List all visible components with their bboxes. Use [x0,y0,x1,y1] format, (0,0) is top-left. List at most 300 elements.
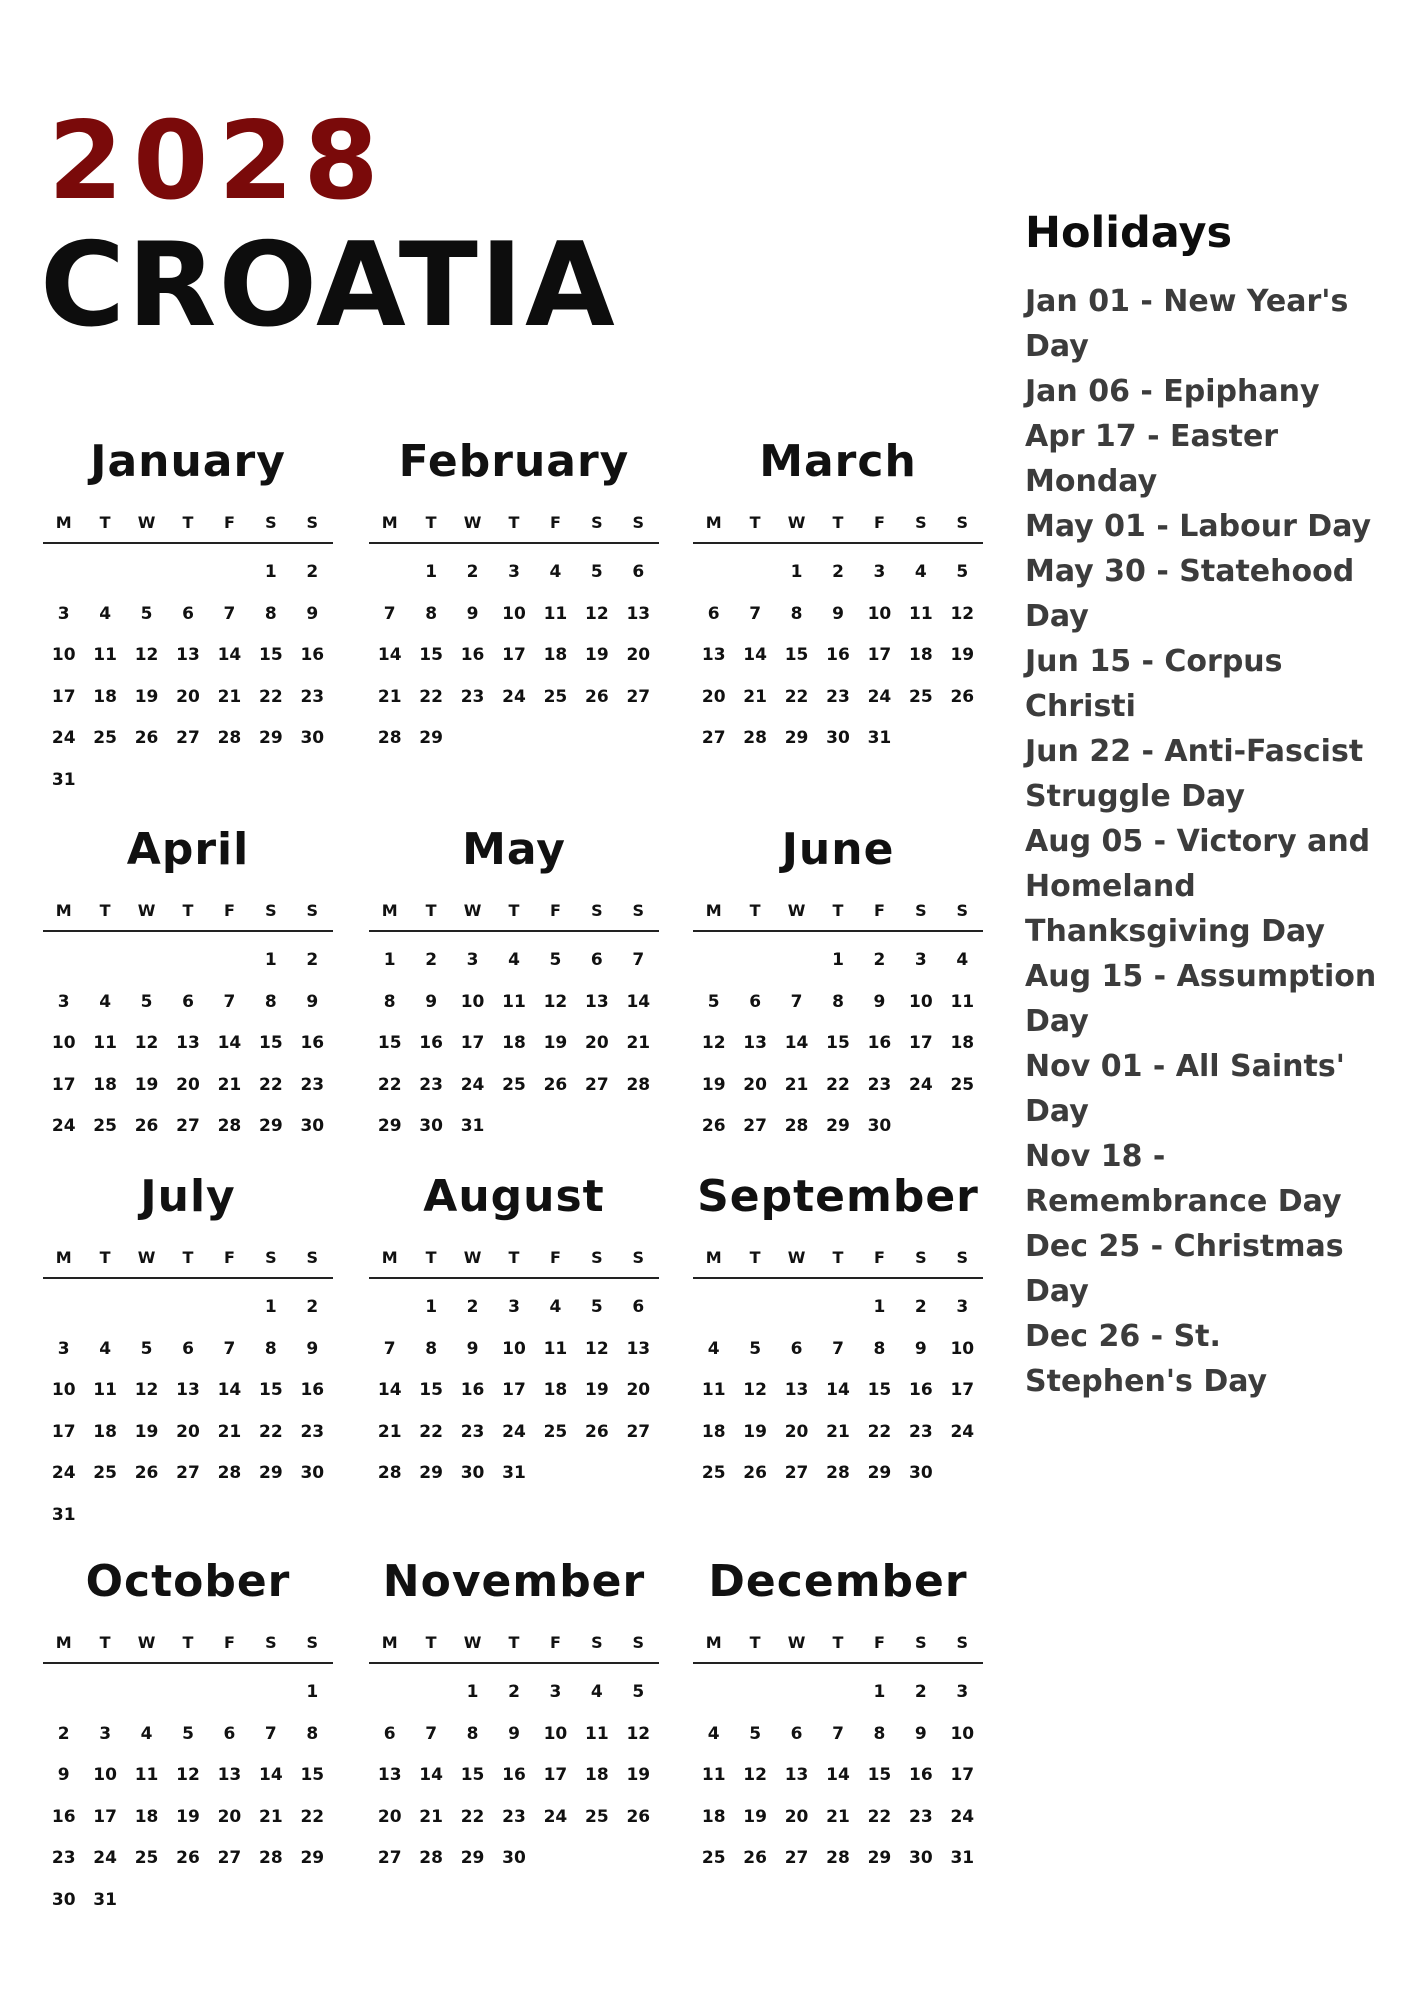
month-march [693,436,983,766]
weekday-label: M [705,901,722,920]
weekday-label: S [265,1248,277,1267]
empty-day-cell [734,558,775,600]
day-cell: 9 [306,603,319,624]
day-cell: 24 [460,1074,485,1095]
empty-day-cell [43,558,84,600]
day-cell: 14 [217,1380,242,1400]
day-cell: 15 [300,1765,325,1785]
day-cell: 16 [909,1765,933,1785]
day-cell: 17 [950,1765,975,1785]
day-cell: 11 [93,645,117,665]
day-cell: 4 [99,991,112,1012]
month-title: November [382,1556,646,1607]
day-cell: 18 [502,1033,526,1053]
day-cell: 5 [749,1338,762,1359]
month-april [43,824,333,1154]
empty-day-cell [126,1293,167,1335]
day-cell: 18 [701,1806,726,1827]
empty-day-cell [167,1293,208,1335]
day-cell: 4 [956,950,969,970]
day-cell: 22 [419,686,443,707]
day-cell: 21 [826,1421,850,1442]
weekday-label: S [306,1248,319,1267]
day-cell: 10 [93,1765,117,1785]
day-cell: 22 [259,686,283,707]
day-cell: 31 [460,1116,485,1136]
day-cell: 8 [425,603,438,624]
day-cell: 7 [223,603,236,624]
day-cell: 12 [743,1765,767,1785]
day-cell: 23 [909,1806,933,1827]
day-cell: 11 [909,603,933,624]
day-cell: 23 [419,1074,443,1095]
day-grid [693,946,983,1154]
day-cell: 30 [419,1116,443,1136]
day-cell: 28 [377,1463,402,1483]
day-cell: 7 [383,603,396,624]
day-cell: 1 [383,950,396,970]
weekday-label: S [306,1633,319,1652]
day-cell: 20 [176,1074,200,1095]
day-cell: 9 [832,603,844,624]
day-cell: 4 [707,1338,720,1359]
day-cell: 16 [909,1380,933,1400]
day-cell: 13 [626,603,651,624]
day-cell: 6 [749,991,762,1012]
day-cell: 29 [460,1848,485,1868]
day-cell: 2 [57,1723,70,1744]
day-cell: 18 [93,1421,117,1442]
day-cell: 3 [466,950,479,970]
day-cell: 29 [259,1463,283,1483]
day-cell: 19 [743,1421,767,1442]
day-cell: 29 [259,1116,283,1136]
empty-day-cell [209,1293,250,1335]
day-cell: 5 [182,1723,194,1744]
weekday-label: S [915,1248,927,1267]
weekday-label: T [749,901,761,920]
day-cell: 4 [508,950,520,970]
day-cell: 22 [377,1074,402,1095]
day-cell: 14 [743,645,767,665]
weekday-header [369,514,659,544]
empty-day-cell [369,1678,410,1720]
day-cell: 16 [300,1380,325,1400]
day-cell: 14 [626,991,651,1012]
day-cell: 19 [134,686,159,707]
day-cell: 17 [543,1765,568,1785]
day-cell: 22 [300,1806,325,1827]
day-cell: 31 [867,728,892,748]
weekday-label: T [425,1248,437,1267]
day-cell: 2 [873,950,886,970]
weekday-header [43,514,333,544]
weekday-label: T [832,513,844,532]
month-october [43,1556,333,1927]
day-cell: 27 [626,686,651,707]
day-cell: 24 [867,686,892,707]
empty-day-cell [250,1678,291,1720]
day-cell: 9 [873,991,886,1012]
day-cell: 15 [259,1380,283,1400]
day-cell: 9 [914,1723,927,1744]
day-cell: 26 [743,1848,767,1868]
weekday-label: M [705,1248,722,1267]
month-december [693,1556,983,1886]
day-cell: 11 [93,1380,117,1400]
month-title: January [90,436,286,487]
day-cell: 4 [549,1297,562,1317]
day-cell: 17 [502,1380,526,1400]
holiday-item: Dec 25 - Christmas Day [1025,1229,1344,1309]
day-cell: 10 [51,645,76,665]
day-cell: 24 [950,1421,975,1442]
day-cell: 25 [701,1848,726,1868]
day-cell: 20 [626,645,651,665]
day-cell: 8 [790,603,803,624]
month-title: August [423,1171,605,1222]
weekday-label: T [832,1633,844,1652]
day-cell: 31 [93,1889,117,1910]
weekday-header [369,902,659,932]
empty-day-cell [734,1678,775,1720]
weekday-header [369,1634,659,1664]
empty-day-cell [84,946,125,988]
day-cell: 16 [460,645,485,665]
day-cell: 12 [585,1338,609,1359]
day-cell: 15 [784,645,809,665]
day-cell: 19 [585,1380,609,1400]
day-cell: 9 [306,1338,319,1359]
day-cell: 2 [914,1297,927,1317]
day-cell: 8 [873,1338,886,1359]
day-grid [369,1293,659,1501]
weekday-label: T [182,901,194,920]
day-cell: 21 [259,1806,283,1827]
day-cell: 17 [950,1380,975,1400]
day-cell: 8 [466,1723,479,1744]
weekday-label: T [832,901,844,920]
day-cell: 21 [826,1806,850,1827]
empty-day-cell [126,946,167,988]
day-cell: 2 [914,1682,927,1702]
weekday-label: F [873,513,885,532]
weekday-label: F [549,513,561,532]
day-cell: 9 [466,1338,479,1359]
weekday-label: T [182,513,194,532]
empty-day-cell [817,1293,858,1335]
day-cell: 26 [950,686,975,707]
holiday-list [1025,279,1395,1404]
empty-day-cell [776,1293,817,1335]
empty-day-cell [84,1678,125,1720]
holidays-panel [1025,205,1395,1404]
day-cell: 13 [626,1338,651,1359]
empty-day-cell [734,1293,775,1335]
day-cell: 8 [264,603,277,624]
day-cell: 7 [223,1338,236,1359]
holiday-item: May 30 - Statehood Day [1025,554,1355,634]
day-cell: 29 [826,1116,850,1136]
day-cell: 18 [93,686,117,707]
day-cell: 1 [873,1297,886,1317]
empty-day-cell [209,946,250,988]
day-cell: 4 [99,603,112,624]
day-cell: 6 [707,603,720,624]
day-cell: 28 [743,728,767,748]
day-cell: 23 [300,1421,325,1442]
day-cell: 20 [743,1074,767,1095]
day-cell: 27 [377,1848,402,1868]
holiday-item: Apr 17 - Easter Monday [1025,419,1279,499]
day-cell: 20 [377,1806,402,1827]
day-cell: 9 [914,1338,927,1359]
day-cell: 20 [784,1421,809,1442]
day-cell: 13 [176,645,200,665]
day-cell: 16 [300,645,325,665]
day-cell: 6 [790,1338,803,1359]
day-cell: 27 [701,728,726,748]
day-cell: 18 [543,1380,568,1400]
day-cell: 3 [956,1682,969,1702]
day-cell: 12 [585,603,609,624]
weekday-label: W [787,513,806,532]
day-cell: 23 [460,686,485,707]
day-cell: 28 [419,1848,443,1868]
day-cell: 10 [460,991,485,1012]
weekday-label: F [549,1633,561,1652]
day-cell: 25 [585,1806,609,1827]
day-cell: 26 [585,686,609,707]
day-cell: 5 [632,1682,645,1702]
day-cell: 2 [306,562,319,582]
month-title: June [781,824,895,875]
day-cell: 26 [701,1116,726,1136]
day-cell: 26 [134,1463,159,1483]
day-cell: 20 [626,1380,651,1400]
empty-day-cell [167,946,208,988]
day-grid [693,1678,983,1886]
weekday-label: S [956,1633,969,1652]
day-cell: 9 [306,991,319,1012]
day-cell: 7 [264,1723,277,1744]
day-cell: 23 [867,1074,892,1095]
day-cell: 6 [182,991,194,1012]
day-cell: 24 [93,1848,117,1868]
day-cell: 15 [867,1765,892,1785]
day-cell: 13 [784,1765,809,1785]
weekday-label: W [137,1633,156,1652]
weekday-label: S [265,1633,277,1652]
day-cell: 28 [377,728,402,748]
day-cell: 16 [502,1765,526,1785]
day-cell: 1 [425,562,438,582]
holiday-item: Nov 01 - All Saints' Day [1025,1049,1345,1129]
day-cell: 22 [419,1421,443,1442]
empty-day-cell [369,558,410,600]
day-cell: 30 [51,1889,76,1910]
day-cell: 14 [377,645,402,665]
day-cell: 11 [701,1765,726,1785]
day-cell: 26 [543,1074,568,1095]
weekday-label: M [381,1633,398,1652]
day-cell: 2 [832,562,844,582]
weekday-label: M [381,513,398,532]
day-cell: 29 [419,728,443,748]
day-cell: 22 [867,1421,892,1442]
day-cell: 16 [867,1033,892,1053]
day-cell: 27 [784,1463,809,1483]
day-cell: 5 [956,562,969,582]
day-cell: 24 [909,1074,933,1095]
day-cell: 18 [134,1806,159,1827]
day-cell: 8 [264,991,277,1012]
weekday-label: S [591,901,603,920]
weekday-label: T [182,1248,194,1267]
holiday-item: May 01 - Labour Day [1025,509,1372,544]
day-cell: 29 [259,728,283,748]
day-grid [43,1678,333,1927]
day-cell: 31 [51,1504,76,1525]
day-cell: 6 [182,603,194,624]
empty-day-cell [776,1678,817,1720]
day-cell: 5 [140,991,153,1012]
day-cell: 10 [543,1723,568,1744]
weekday-label: M [55,1248,72,1267]
weekday-label: T [832,1248,844,1267]
calendar-year: 2028 [48,99,389,224]
day-cell: 17 [460,1033,485,1053]
country-title: CROATIA [40,218,617,353]
day-cell: 25 [502,1074,526,1095]
day-cell: 18 [701,1421,726,1442]
day-cell: 20 [176,686,200,707]
day-cell: 20 [701,686,726,707]
day-cell: 17 [51,686,76,707]
day-cell: 16 [826,645,850,665]
weekday-label: W [137,1248,156,1267]
day-cell: 11 [502,991,526,1012]
month-september [693,1171,983,1501]
day-cell: 14 [377,1380,402,1400]
weekday-label: F [223,901,235,920]
weekday-label: S [591,1633,603,1652]
day-cell: 3 [57,991,70,1012]
weekday-label: S [915,513,927,532]
day-cell: 13 [377,1765,402,1785]
weekday-label: T [99,1248,111,1267]
day-cell: 16 [460,1380,485,1400]
day-cell: 30 [300,1463,325,1483]
day-cell: 23 [460,1421,485,1442]
day-cell: 5 [749,1723,762,1744]
empty-day-cell [410,1678,451,1720]
day-cell: 12 [134,1380,159,1400]
day-cell: 16 [51,1806,76,1827]
day-cell: 30 [300,728,325,748]
day-cell: 5 [590,1297,603,1317]
day-cell: 25 [701,1463,726,1483]
day-cell: 10 [909,991,933,1012]
weekday-label: W [137,901,156,920]
weekday-header [693,514,983,544]
day-cell: 11 [585,1723,609,1744]
day-cell: 13 [217,1765,242,1785]
day-cell: 14 [217,1033,242,1053]
day-cell: 7 [790,991,803,1012]
weekday-label: S [915,901,927,920]
day-cell: 31 [502,1463,526,1483]
day-cell: 12 [543,991,568,1012]
day-cell: 29 [419,1463,443,1483]
holiday-item: Jun 22 - Anti-Fascist Struggle Day [1025,734,1364,814]
day-grid [693,1293,983,1501]
weekday-label: T [99,1633,111,1652]
day-cell: 15 [259,645,283,665]
day-cell: 8 [306,1723,319,1744]
day-cell: 15 [377,1033,402,1053]
day-cell: 3 [508,1297,520,1317]
day-cell: 17 [909,1033,933,1053]
weekday-label: T [749,513,761,532]
weekday-label: M [381,901,398,920]
day-cell: 4 [590,1682,603,1702]
day-grid [43,1293,333,1542]
empty-day-cell [167,1678,208,1720]
day-cell: 2 [306,950,319,970]
weekday-label: T [99,513,111,532]
day-cell: 24 [950,1806,975,1827]
weekday-label: T [508,901,520,920]
day-cell: 22 [259,1074,283,1095]
month-title: March [759,436,917,487]
weekday-label: T [425,901,437,920]
weekday-label: S [632,1248,645,1267]
day-cell: 28 [217,728,242,748]
day-cell: 4 [99,1338,112,1359]
weekday-label: S [306,513,319,532]
weekday-header [43,1249,333,1279]
day-cell: 20 [585,1033,609,1053]
day-cell: 16 [419,1033,443,1053]
weekday-label: M [381,1248,398,1267]
day-cell: 10 [950,1723,975,1744]
day-cell: 13 [743,1033,767,1053]
weekday-label: F [223,1633,235,1652]
day-cell: 17 [867,645,892,665]
day-cell: 10 [502,1338,526,1359]
day-cell: 23 [909,1421,933,1442]
day-cell: 27 [176,1463,200,1483]
day-cell: 9 [466,603,479,624]
day-cell: 15 [419,645,443,665]
weekday-label: T [749,1248,761,1267]
day-cell: 25 [93,1463,117,1483]
day-cell: 19 [950,645,975,665]
day-cell: 7 [832,1338,844,1359]
day-cell: 14 [826,1765,850,1785]
day-cell: 10 [502,603,526,624]
day-cell: 6 [383,1723,396,1744]
empty-day-cell [693,558,734,600]
day-cell: 27 [176,1116,200,1136]
day-cell: 25 [93,728,117,748]
day-cell: 27 [217,1848,242,1868]
day-cell: 3 [549,1682,562,1702]
empty-day-cell [734,946,775,988]
weekday-label: S [265,901,277,920]
weekday-label: S [956,901,969,920]
